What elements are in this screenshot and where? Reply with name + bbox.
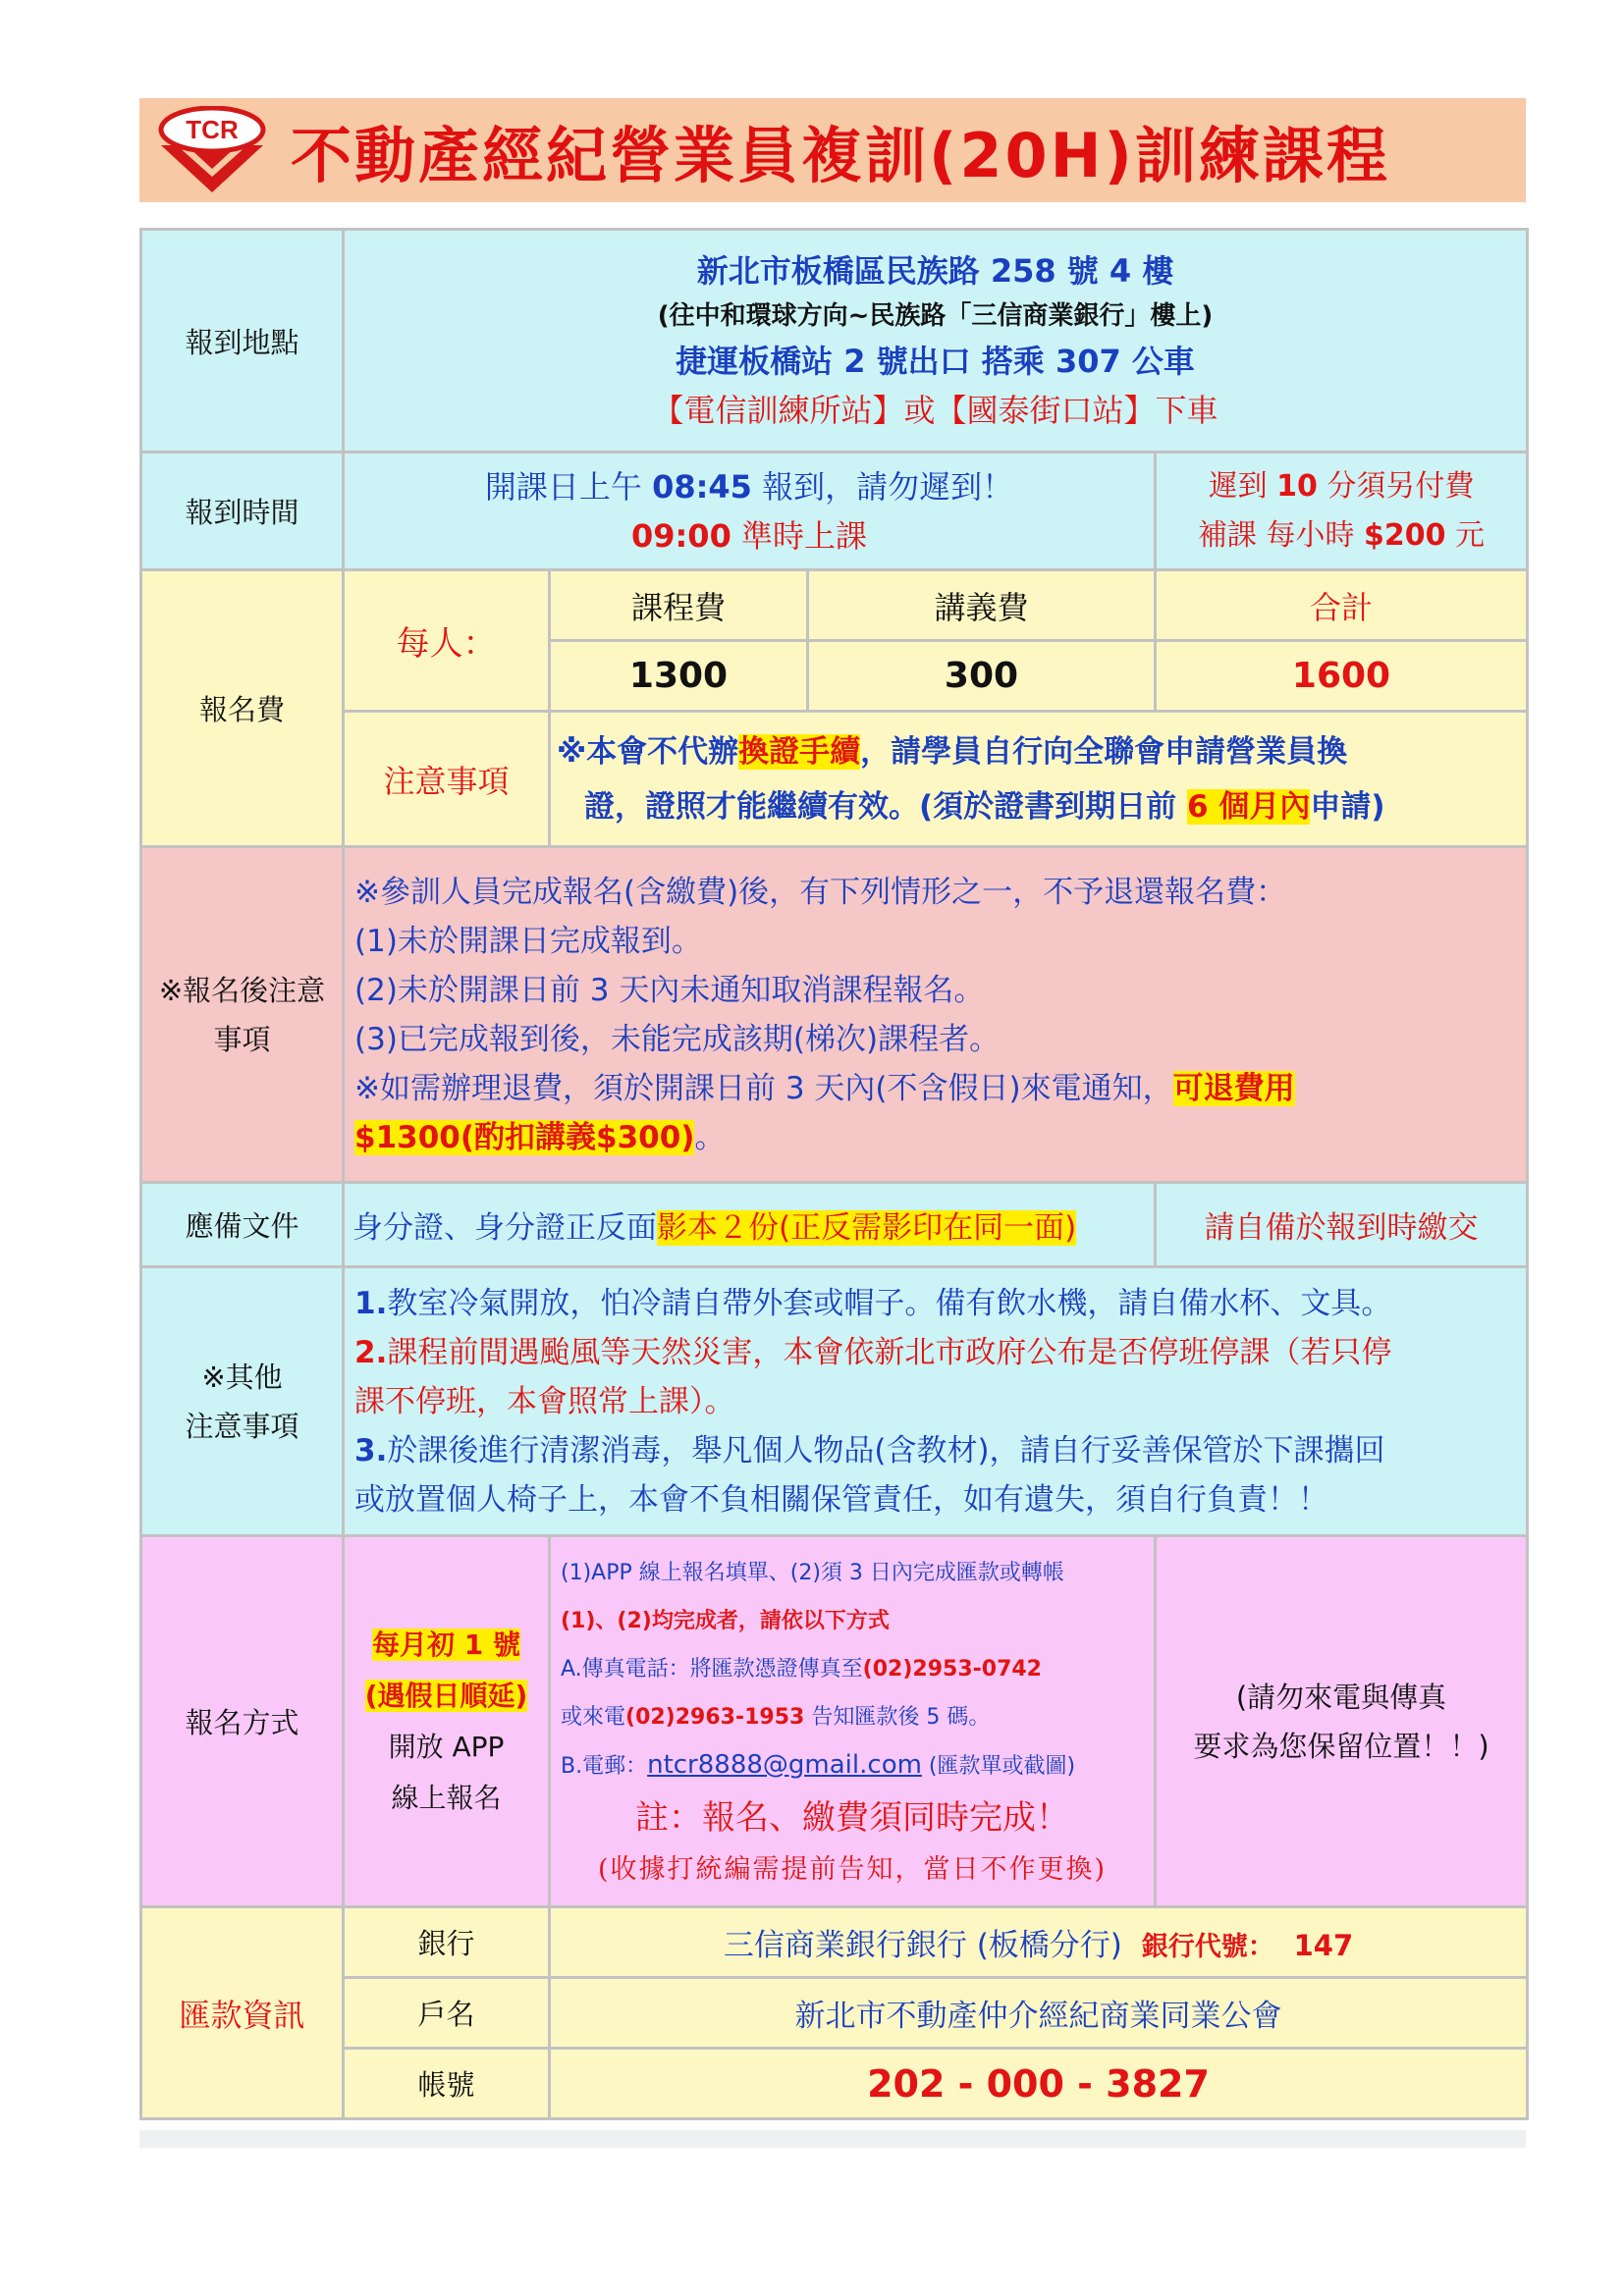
docs-right: 請自備於報到時繳交 bbox=[1156, 1183, 1528, 1267]
late-fee-info bbox=[1156, 453, 1528, 570]
docs-highlight: 影本２份(正反需影印在同一面) bbox=[657, 1210, 1077, 1246]
docs-text-pre: 身分證、身分證正反面 bbox=[352, 1210, 657, 1246]
other-text-3b: 或放置個人椅子上，本會不負相關保管責任，如有遺失，須自行負責！！ bbox=[354, 1481, 1328, 1518]
refund-end: 。 bbox=[694, 1119, 726, 1155]
open-app: 開放 APP bbox=[388, 1730, 505, 1763]
tcr-logo-icon bbox=[157, 106, 267, 194]
after-notes bbox=[344, 847, 1528, 1183]
fax-number: (02)2953-0742 bbox=[862, 1657, 1042, 1682]
fee-header-material: 講義費 bbox=[808, 570, 1156, 641]
time-line1-pre: 開課日上午 bbox=[484, 467, 653, 506]
fee-value-material: 300 bbox=[808, 641, 1156, 712]
late-pre: 遲到 bbox=[1208, 468, 1277, 504]
other-label-line2: 注意事項 bbox=[185, 1409, 299, 1443]
other-text-1: 教室冷氣開放，怕冷請自帶外套或帽子。備有飲水機，請自備水杯、文具。 bbox=[387, 1285, 1392, 1321]
bank-info bbox=[550, 1907, 1528, 1978]
phone-post: 告知匯款後 5 碼。 bbox=[804, 1705, 991, 1730]
after-line-2: (1)未於開課日完成報到。 bbox=[354, 923, 702, 959]
remit-label: 匯款資訊 bbox=[141, 1907, 344, 2119]
other-label-line1: ※其他 bbox=[201, 1360, 283, 1394]
notice-highlight: 換證手續 bbox=[738, 733, 861, 770]
makeup-pre: 補課 每小時 bbox=[1197, 517, 1365, 553]
fee-label: 報名費 bbox=[141, 570, 344, 847]
page-title: 不動產經紀營業員複訓(20H)訓練課程 bbox=[291, 119, 1390, 191]
other-num-3: 3. bbox=[354, 1432, 388, 1468]
email-post: (匯款單或截圖) bbox=[921, 1754, 1076, 1779]
other-text-2b: 課不停班，本會照常上課）。 bbox=[354, 1383, 735, 1419]
method-receipt: (收據打統編需提前告知，當日不作更換) bbox=[597, 1854, 1108, 1885]
notice-label: 注意事項 bbox=[344, 712, 550, 847]
refund-highlight: 可退費用 bbox=[1172, 1070, 1295, 1106]
other-label bbox=[141, 1267, 344, 1536]
email-link[interactable]: ntcr8888@gmail.com bbox=[647, 1750, 922, 1780]
time-line1-post: 報到，請勿遲到！ bbox=[751, 467, 1014, 506]
notice-text bbox=[550, 712, 1528, 847]
location-stop: 【電信訓練所站】或【國泰街口站】下車 bbox=[652, 392, 1218, 429]
bank-code: 147 bbox=[1293, 1929, 1354, 1962]
other-text-3a: 於課後進行清潔消毒，舉凡個人物品(含教材)，請自行妥善保管於下課攜回 bbox=[387, 1432, 1385, 1468]
refund-amount: $1300(酌扣講義$300) bbox=[354, 1119, 695, 1155]
open-holiday: (遇假日順延) bbox=[364, 1679, 528, 1712]
other-num-1: 1. bbox=[354, 1285, 388, 1321]
method-right-1: (請勿來電與傳真 bbox=[1235, 1680, 1447, 1714]
fee-header-total: 合計 bbox=[1156, 570, 1528, 641]
time-line2-post: 準時上課 bbox=[731, 516, 868, 555]
account-number: 202 - 000 - 3827 bbox=[550, 2049, 1528, 2119]
method-open bbox=[344, 1536, 550, 1907]
header-banner bbox=[139, 98, 1526, 202]
bank-code-label: 銀行代號： bbox=[1141, 1932, 1274, 1962]
open-day: 每月初 1 號 bbox=[372, 1628, 520, 1661]
after-line-3: (2)未於開課日前 3 天內未通知取消課程報名。 bbox=[354, 972, 985, 1008]
docs-label: 應備文件 bbox=[141, 1183, 344, 1267]
checkin-time: 08:45 bbox=[652, 467, 752, 506]
phone-number: (02)2963-1953 bbox=[625, 1705, 805, 1730]
method-step-2: (1)、(2)均完成者，請依以下方式 bbox=[561, 1609, 890, 1633]
time-label: 報到時間 bbox=[141, 453, 344, 570]
other-text-2a: 課程前間遇颱風等天然災害，本會依新北市政府公布是否停班停課（若只停 bbox=[387, 1334, 1392, 1370]
makeup-post: 元 bbox=[1445, 517, 1486, 553]
makeup-fee: $200 bbox=[1364, 517, 1446, 553]
other-num-2: 2. bbox=[354, 1334, 388, 1370]
after-line-4: (3)已完成報到後，未能完成該期(梯次)課程者。 bbox=[354, 1021, 1001, 1057]
method-step-1: (1)APP 線上報名填單、(2)須 3 日內完成匯款或轉帳 bbox=[561, 1561, 1064, 1585]
after-line-1: ※參訓人員完成報名(含繳費)後，有下列情形之一，不予退還報名費： bbox=[354, 874, 1287, 910]
location-address: 新北市板橋區民族路 258 號 4 樓 bbox=[696, 252, 1174, 290]
method-right bbox=[1156, 1536, 1528, 1907]
account-name: 新北市不動產仲介經紀商業同業公會 bbox=[550, 1978, 1528, 2049]
location-direction: (往中和環球方向~民族路「三信商業銀行」樓上) bbox=[657, 301, 1214, 331]
location-label: 報到地點 bbox=[141, 230, 344, 453]
method-steps bbox=[550, 1536, 1156, 1907]
other-notes bbox=[344, 1267, 1528, 1536]
notice-a: ※本會不代辦 bbox=[557, 733, 739, 770]
late-post: 分須另付費 bbox=[1317, 468, 1475, 504]
account-name-label: 戶名 bbox=[344, 1978, 550, 2049]
after-label-line2: 事項 bbox=[213, 1022, 271, 1056]
bottom-strip bbox=[139, 2130, 1526, 2148]
notice-c: 證，證照才能繼續有效。(須於證書到期日前 bbox=[584, 788, 1187, 825]
location-metro: 捷運板橋站 2 號出口 搭乘 307 公車 bbox=[676, 343, 1195, 380]
fee-header-course: 課程費 bbox=[550, 570, 808, 641]
per-person-label: 每人： bbox=[344, 570, 550, 712]
logo-text: TCR bbox=[186, 115, 239, 144]
bank-name: 三信商業銀行銀行 (板橋分行) bbox=[723, 1928, 1122, 1963]
method-label: 報名方式 bbox=[141, 1536, 344, 1907]
notice-e: 申請) bbox=[1310, 788, 1385, 825]
after-label bbox=[141, 847, 344, 1183]
account-number-label: 帳號 bbox=[344, 2049, 550, 2119]
phone-pre: 或來電 bbox=[561, 1705, 626, 1730]
fee-value-total: 1600 bbox=[1156, 641, 1528, 712]
fee-value-course: 1300 bbox=[550, 641, 808, 712]
notice-months: 6 個月內 bbox=[1186, 788, 1311, 825]
after-label-line1: ※報名後注意 bbox=[158, 973, 326, 1007]
docs-text bbox=[344, 1183, 1156, 1267]
notice-b: ，請學員自行向全聯會申請營業員換 bbox=[860, 733, 1348, 770]
email-pre: B.電郵： bbox=[561, 1754, 648, 1779]
late-minutes: 10 bbox=[1276, 468, 1318, 504]
bank-label: 銀行 bbox=[344, 1907, 550, 1978]
refund-text: ※如需辦理退費，須於開課日前 3 天內(不含假日)來電通知， bbox=[354, 1070, 1173, 1106]
location-details bbox=[344, 230, 1528, 453]
method-note: 註：報名、繳費須同時完成！ bbox=[635, 1798, 1069, 1838]
time-details bbox=[344, 453, 1156, 570]
fax-pre: A.傳真電話：將匯款憑證傳真至 bbox=[561, 1657, 863, 1682]
method-right-2: 要求為您保留位置！！) bbox=[1193, 1729, 1489, 1763]
class-start-time: 09:00 bbox=[630, 516, 731, 555]
open-online: 線上報名 bbox=[391, 1781, 502, 1814]
course-info-table bbox=[139, 228, 1529, 2120]
